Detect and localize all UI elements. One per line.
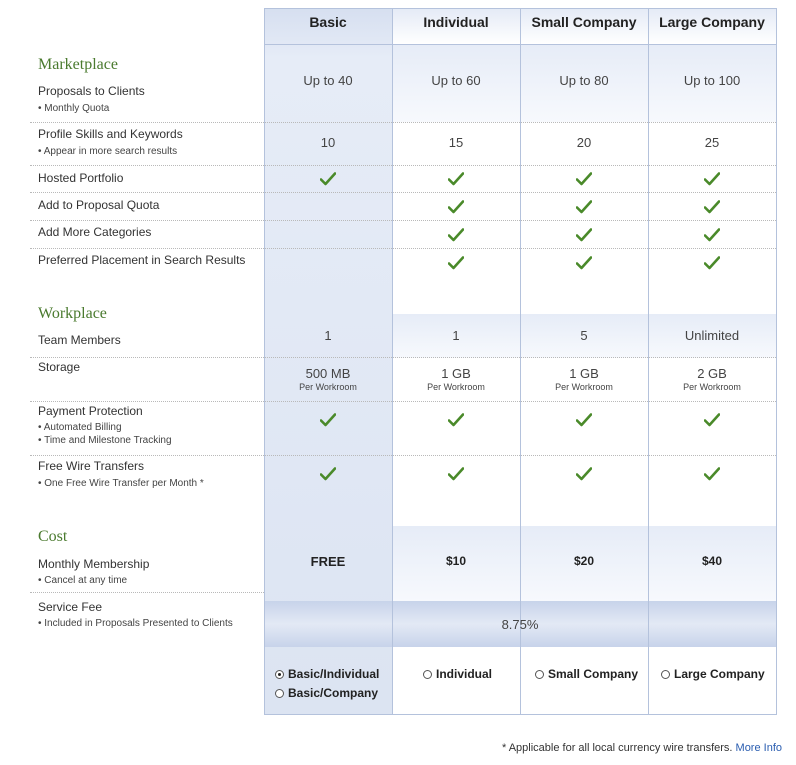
row-divider	[30, 401, 776, 402]
skills-large-company: 25	[704, 135, 720, 150]
check-icon	[448, 172, 464, 186]
plan-option-label: Basic/Company	[288, 686, 379, 700]
row-divider	[30, 248, 776, 249]
check-icon	[320, 467, 336, 481]
feature-label-portfolio: Hosted Portfolio	[38, 171, 124, 185]
check-icon	[704, 413, 720, 427]
plan-option-label: Individual	[436, 667, 493, 681]
check-icon	[448, 467, 464, 481]
column-header-individual: Individual	[423, 14, 489, 30]
grid-line	[264, 8, 265, 714]
plan-option-label: Basic/Individual	[288, 667, 380, 681]
check-icon	[576, 172, 592, 186]
service-fee-value: 8.75%	[501, 617, 539, 632]
proposals-basic: Up to 40	[303, 73, 353, 88]
radio-button-icon[interactable]	[535, 670, 544, 679]
skills-individual: 15	[448, 135, 464, 150]
feature-sub-proposals: • Monthly Quota	[38, 103, 110, 114]
team-basic: 1	[324, 328, 332, 343]
grid-line	[776, 8, 777, 714]
membership-basic: FREE	[310, 554, 346, 569]
feature-label-skills: Profile Skills and Keywords	[38, 127, 183, 141]
check-icon	[448, 256, 464, 270]
storage-individual: 1 GB	[441, 366, 471, 381]
check-icon	[448, 228, 464, 242]
grid-line	[392, 8, 393, 714]
storage-unit-large-company: Per Workroom	[683, 382, 741, 392]
feature-label-categories: Add More Categories	[38, 225, 152, 239]
check-icon	[448, 200, 464, 214]
feature-sub-fee: • Included in Proposals Presented to Clients	[38, 618, 233, 629]
footnote-text: * Applicable for all local currency wire transfers.	[501, 742, 733, 754]
plan-option-individual[interactable]	[423, 667, 492, 681]
plan-option-label: Large Company	[674, 667, 765, 681]
storage-large-company: 2 GB	[697, 366, 727, 381]
radio-button-icon[interactable]	[275, 689, 284, 698]
check-icon	[704, 200, 720, 214]
storage-unit-basic: Per Workroom	[299, 382, 357, 392]
check-icon	[704, 172, 720, 186]
column-header-basic: Basic	[309, 14, 347, 30]
row-divider	[30, 357, 776, 358]
plan-option-basic-individual[interactable]	[275, 667, 379, 681]
check-icon	[576, 256, 592, 270]
proposals-individual: Up to 60	[431, 73, 481, 88]
membership-large-company: $40	[701, 554, 723, 568]
grid-line	[264, 714, 777, 715]
column-header-large-company: Large Company	[659, 14, 765, 30]
plan-option-basic-company[interactable]	[275, 686, 378, 700]
membership-small-company: $20	[573, 554, 595, 568]
grid-line	[648, 8, 649, 714]
grid-line	[520, 8, 521, 714]
plan-option-large-company[interactable]	[661, 667, 765, 681]
storage-small-company: 1 GB	[569, 366, 599, 381]
section-title-cost: Cost	[38, 528, 68, 545]
grid-line	[264, 8, 777, 9]
feature-sub-membership: • Cancel at any time	[38, 575, 128, 586]
check-icon	[320, 172, 336, 186]
feature-label-fee: Service Fee	[38, 600, 103, 614]
feature-label-storage: Storage	[38, 360, 81, 374]
team-small-company: 5	[580, 328, 588, 343]
feature-label-placement: Preferred Placement in Search Results	[38, 253, 246, 267]
feature-label-team: Team Members	[38, 333, 121, 347]
check-icon	[448, 413, 464, 427]
storage-unit-small-company: Per Workroom	[555, 382, 613, 392]
check-icon	[320, 413, 336, 427]
check-icon	[576, 467, 592, 481]
row-divider	[30, 455, 776, 456]
radio-button-icon[interactable]	[423, 670, 432, 679]
feature-sub-wire: • One Free Wire Transfer per Month *	[38, 478, 204, 489]
feature-sub-payment-billing: • Automated Billing	[38, 422, 122, 433]
feature-label-proposals: Proposals to Clients	[38, 84, 145, 98]
feature-label-wire: Free Wire Transfers	[38, 459, 145, 473]
feature-sub-skills: • Appear in more search results	[38, 146, 178, 157]
row-divider	[30, 122, 776, 123]
storage-unit-individual: Per Workroom	[427, 382, 485, 392]
more-info-link[interactable]: More Info	[735, 742, 782, 754]
row-divider	[30, 592, 264, 593]
column-header-small-company: Small Company	[531, 14, 637, 30]
footnote	[502, 742, 782, 754]
check-icon	[576, 228, 592, 242]
grid-line	[264, 44, 777, 45]
skills-basic: 10	[320, 135, 336, 150]
check-icon	[704, 228, 720, 242]
row-divider	[30, 192, 776, 193]
check-icon	[704, 467, 720, 481]
proposals-small-company: Up to 80	[559, 73, 609, 88]
check-icon	[704, 256, 720, 270]
plan-option-small-company[interactable]	[535, 667, 638, 681]
membership-individual: $10	[445, 554, 467, 568]
team-individual: 1	[452, 328, 460, 343]
skills-small-company: 20	[576, 135, 592, 150]
section-title-marketplace: Marketplace	[38, 56, 118, 73]
check-icon	[576, 200, 592, 214]
radio-button-icon[interactable]	[275, 670, 284, 679]
feature-label-membership: Monthly Membership	[38, 557, 150, 571]
plan-option-label: Small Company	[548, 667, 639, 681]
proposals-large-company: Up to 100	[683, 73, 741, 88]
radio-button-icon[interactable]	[661, 670, 670, 679]
feature-label-quota: Add to Proposal Quota	[38, 198, 160, 212]
team-large-company: Unlimited	[684, 328, 740, 343]
feature-sub-payment-tracking: • Time and Milestone Tracking	[38, 435, 172, 446]
row-divider	[30, 165, 776, 166]
row-divider	[30, 220, 776, 221]
section-title-workplace: Workplace	[38, 305, 107, 322]
check-icon	[576, 413, 592, 427]
feature-label-payment: Payment Protection	[38, 404, 143, 418]
storage-basic: 500 MB	[305, 366, 351, 381]
